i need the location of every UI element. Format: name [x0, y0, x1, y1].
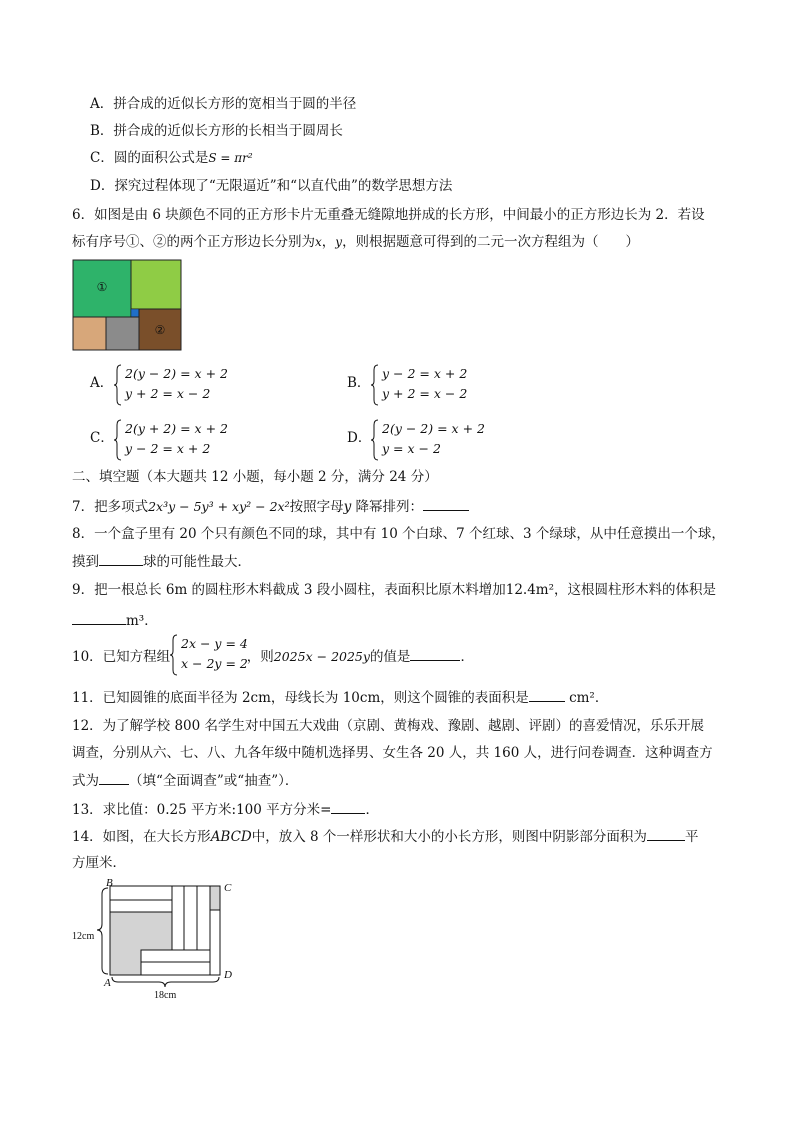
- q6-option-eq2: y + 2 = x − 2: [382, 386, 468, 401]
- q6-option-d-label: D．: [347, 430, 372, 446]
- q14-answer-blank[interactable]: [647, 826, 685, 841]
- q7-text-b: 按照字母: [289, 499, 344, 515]
- q6-stem-text-b: ，则根据题意可得到的二元一次方程组为（ ）: [342, 234, 640, 250]
- q6-option-eq1: 2(y − 2) = x + 2: [125, 366, 228, 381]
- q10-text-b: ，则: [246, 649, 274, 665]
- q6-option-a-system: [116, 364, 228, 404]
- q12-line2: 调查，分别从六、七、八、九各年级中随机选择男、女生各 20 人，共 160 人，进行问卷调查．这种调查方: [72, 745, 713, 761]
- q10-eq2: x − 2y = 2: [181, 656, 248, 671]
- q6-square-bottom-left: [73, 317, 106, 350]
- q10: [72, 646, 474, 667]
- q14-small-rect-top-1: [110, 900, 172, 912]
- q14-label-width: 18cm: [154, 990, 177, 1001]
- q14-text-a: 14．如图，在大长方形: [72, 829, 211, 845]
- q6-option-a-label: A．: [90, 375, 114, 391]
- q6-stem-line2: [72, 232, 639, 252]
- q14-small-rect-v1: [172, 886, 184, 960]
- q14-abcd: ABCD: [210, 829, 252, 845]
- q7-var-y: y: [343, 499, 352, 515]
- q11-text-b: cm²．: [569, 690, 609, 706]
- q14-label-c: C: [224, 882, 232, 894]
- q10-text-a: 10．已知方程组: [72, 649, 171, 665]
- q6-option-eq1: 2(y − 2) = x + 2: [382, 421, 485, 436]
- q8-line2: [72, 551, 251, 572]
- q5-option-c-text: C．圆的面积公式是: [90, 150, 209, 166]
- q9-line1: 9．把一根总长 6m 的圆柱形木料截成 3 段小圆柱，表面积比原木料增加12.4m²，这根圆柱形木料的体积是: [72, 582, 717, 598]
- q14-rectangle-figure: [70, 876, 240, 1004]
- q6-option-d-system: [373, 419, 485, 459]
- q9-unit: m³．: [126, 613, 158, 629]
- q11-text-a: 11．已知圆锥的底面半径为 2cm，母线长为 10cm，则这个圆锥的表面积是: [72, 690, 529, 706]
- q6-option-eq2: y = x − 2: [382, 441, 441, 456]
- q10-eq1: 2x − y = 4: [181, 636, 248, 651]
- q7: [72, 496, 469, 517]
- q6-stem-line1: 6．如图是由 6 块颜色不同的正方形卡片无重叠无缝隙地拼成的长方形，中间最小的正方形边长为 2．若设: [72, 207, 705, 223]
- q14-label-b: B: [106, 877, 113, 889]
- q5-option-a: A．拼合成的近似长方形的宽相当于圆的半径: [90, 96, 357, 112]
- q5-option-d: D．探究过程体现了“无限逼近”和“以直代曲”的数学思想方法: [90, 178, 453, 194]
- q10-equation-system: [172, 634, 248, 674]
- q6-square-small: [131, 309, 139, 317]
- q6-option-b-system: [373, 364, 467, 404]
- q7-answer-blank[interactable]: [423, 496, 469, 511]
- q13: [72, 799, 379, 820]
- section-2-header: 二、填空题（本大题共 12 小题，每小题 2 分，满分 24 分）: [72, 469, 438, 485]
- q14-label-height: 12cm: [72, 931, 95, 942]
- q6-option-brace: [371, 419, 379, 461]
- q14-small-rect-bottom-1: [141, 950, 210, 962]
- q10-text-d: ．: [460, 649, 474, 665]
- q12-line1: 12．为了解学校 800 名学生对中国五大戏曲（京剧、黄梅戏、豫剧、越剧、评剧）的喜爱情况，乐乐开展: [72, 718, 705, 734]
- q10-text-c: 的值是: [369, 649, 411, 665]
- q6-option-c-label: C．: [90, 430, 114, 446]
- q14-line2: 方厘米．: [72, 855, 126, 871]
- q11: [72, 687, 608, 708]
- q14-bottom-brace: [112, 977, 219, 987]
- q6-var-y: y: [335, 235, 343, 249]
- q10-answer-blank[interactable]: [410, 646, 460, 661]
- q6-option-eq1: 2(y + 2) = x + 2: [125, 421, 228, 436]
- q14-shade-top-right: [210, 886, 220, 910]
- q5-option-c-formula: S = πr²: [208, 151, 253, 165]
- q6-option-eq2: y − 2 = x + 2: [125, 441, 211, 456]
- q5-option-c: [90, 148, 253, 168]
- q12-line3: [72, 770, 298, 791]
- q13-text-b: ．: [365, 802, 379, 818]
- q11-answer-blank[interactable]: [529, 687, 565, 702]
- q8-answer-blank[interactable]: [99, 551, 143, 566]
- q6-option-eq2: y + 2 = x − 2: [125, 386, 211, 401]
- q13-answer-blank[interactable]: [331, 799, 365, 814]
- q6-square-bottom-mid: [106, 317, 139, 350]
- q13-text-a: 13．求比值：0.25 平方米:100 平方分米=: [72, 802, 332, 818]
- q14-text-b: 中，放入 8 个一样形状和大小的小长方形，则图中阴影部分面积为: [251, 829, 647, 845]
- q10-brace: [170, 634, 178, 676]
- q6-option-brace: [114, 364, 122, 406]
- q8-text-b: 球的可能性最大．: [143, 554, 251, 570]
- q10-expression: 2025x − 2025y: [273, 649, 370, 664]
- q6-option-brace: [114, 419, 122, 461]
- q6-square-top-right: [131, 260, 181, 309]
- q14-label-a: A: [104, 977, 111, 989]
- q14-line1: [72, 826, 698, 847]
- q6-var-x: x: [315, 235, 322, 249]
- q12-text-a: 式为: [72, 773, 99, 789]
- q12-text-b: （填“全面调查”或“抽查”）．: [129, 773, 299, 789]
- q6-squares-figure: [72, 259, 184, 353]
- q14-label-d: D: [224, 969, 232, 981]
- q7-expression: 2x³y − 5y³ + xy² − 2x²: [148, 499, 290, 514]
- q9-answer-blank[interactable]: [72, 610, 126, 625]
- q8-line1: 8．一个盒子里有 20 个只有颜色不同的球，其中有 10 个白球、7 个红球、3 个绿球，从中任意摸出一个球，: [72, 526, 725, 542]
- q8-text-a: 摸到: [72, 554, 99, 570]
- q7-text-c: 降幂排列：: [355, 499, 424, 515]
- q6-option-eq1: y − 2 = x + 2: [382, 366, 468, 381]
- q6-option-brace: [371, 364, 379, 406]
- q6-comma: ，: [321, 234, 336, 250]
- q14-small-rect-bottom-2: [141, 962, 210, 975]
- q14-text-c: 平: [684, 829, 699, 845]
- q6-label-2: ②: [154, 323, 166, 337]
- q6-option-b-label: B．: [347, 375, 371, 391]
- q12-answer-blank[interactable]: [99, 770, 129, 785]
- q14-left-brace: [97, 888, 108, 974]
- q6-stem-text-a: 标有序号①、②的两个正方形边长分别为: [72, 234, 315, 250]
- q5-option-b: B．拼合成的近似长方形的长相当于圆周长: [90, 123, 343, 139]
- q9-line2: [72, 610, 158, 631]
- q14-small-rect-v2: [184, 886, 197, 960]
- q6-label-1: ①: [96, 280, 108, 294]
- q6-option-c-system: [116, 419, 228, 459]
- q14-small-rect-v3: [197, 886, 210, 960]
- q7-text-a: 7．把多项式: [72, 499, 149, 515]
- q14-small-rect-v4: [210, 910, 220, 975]
